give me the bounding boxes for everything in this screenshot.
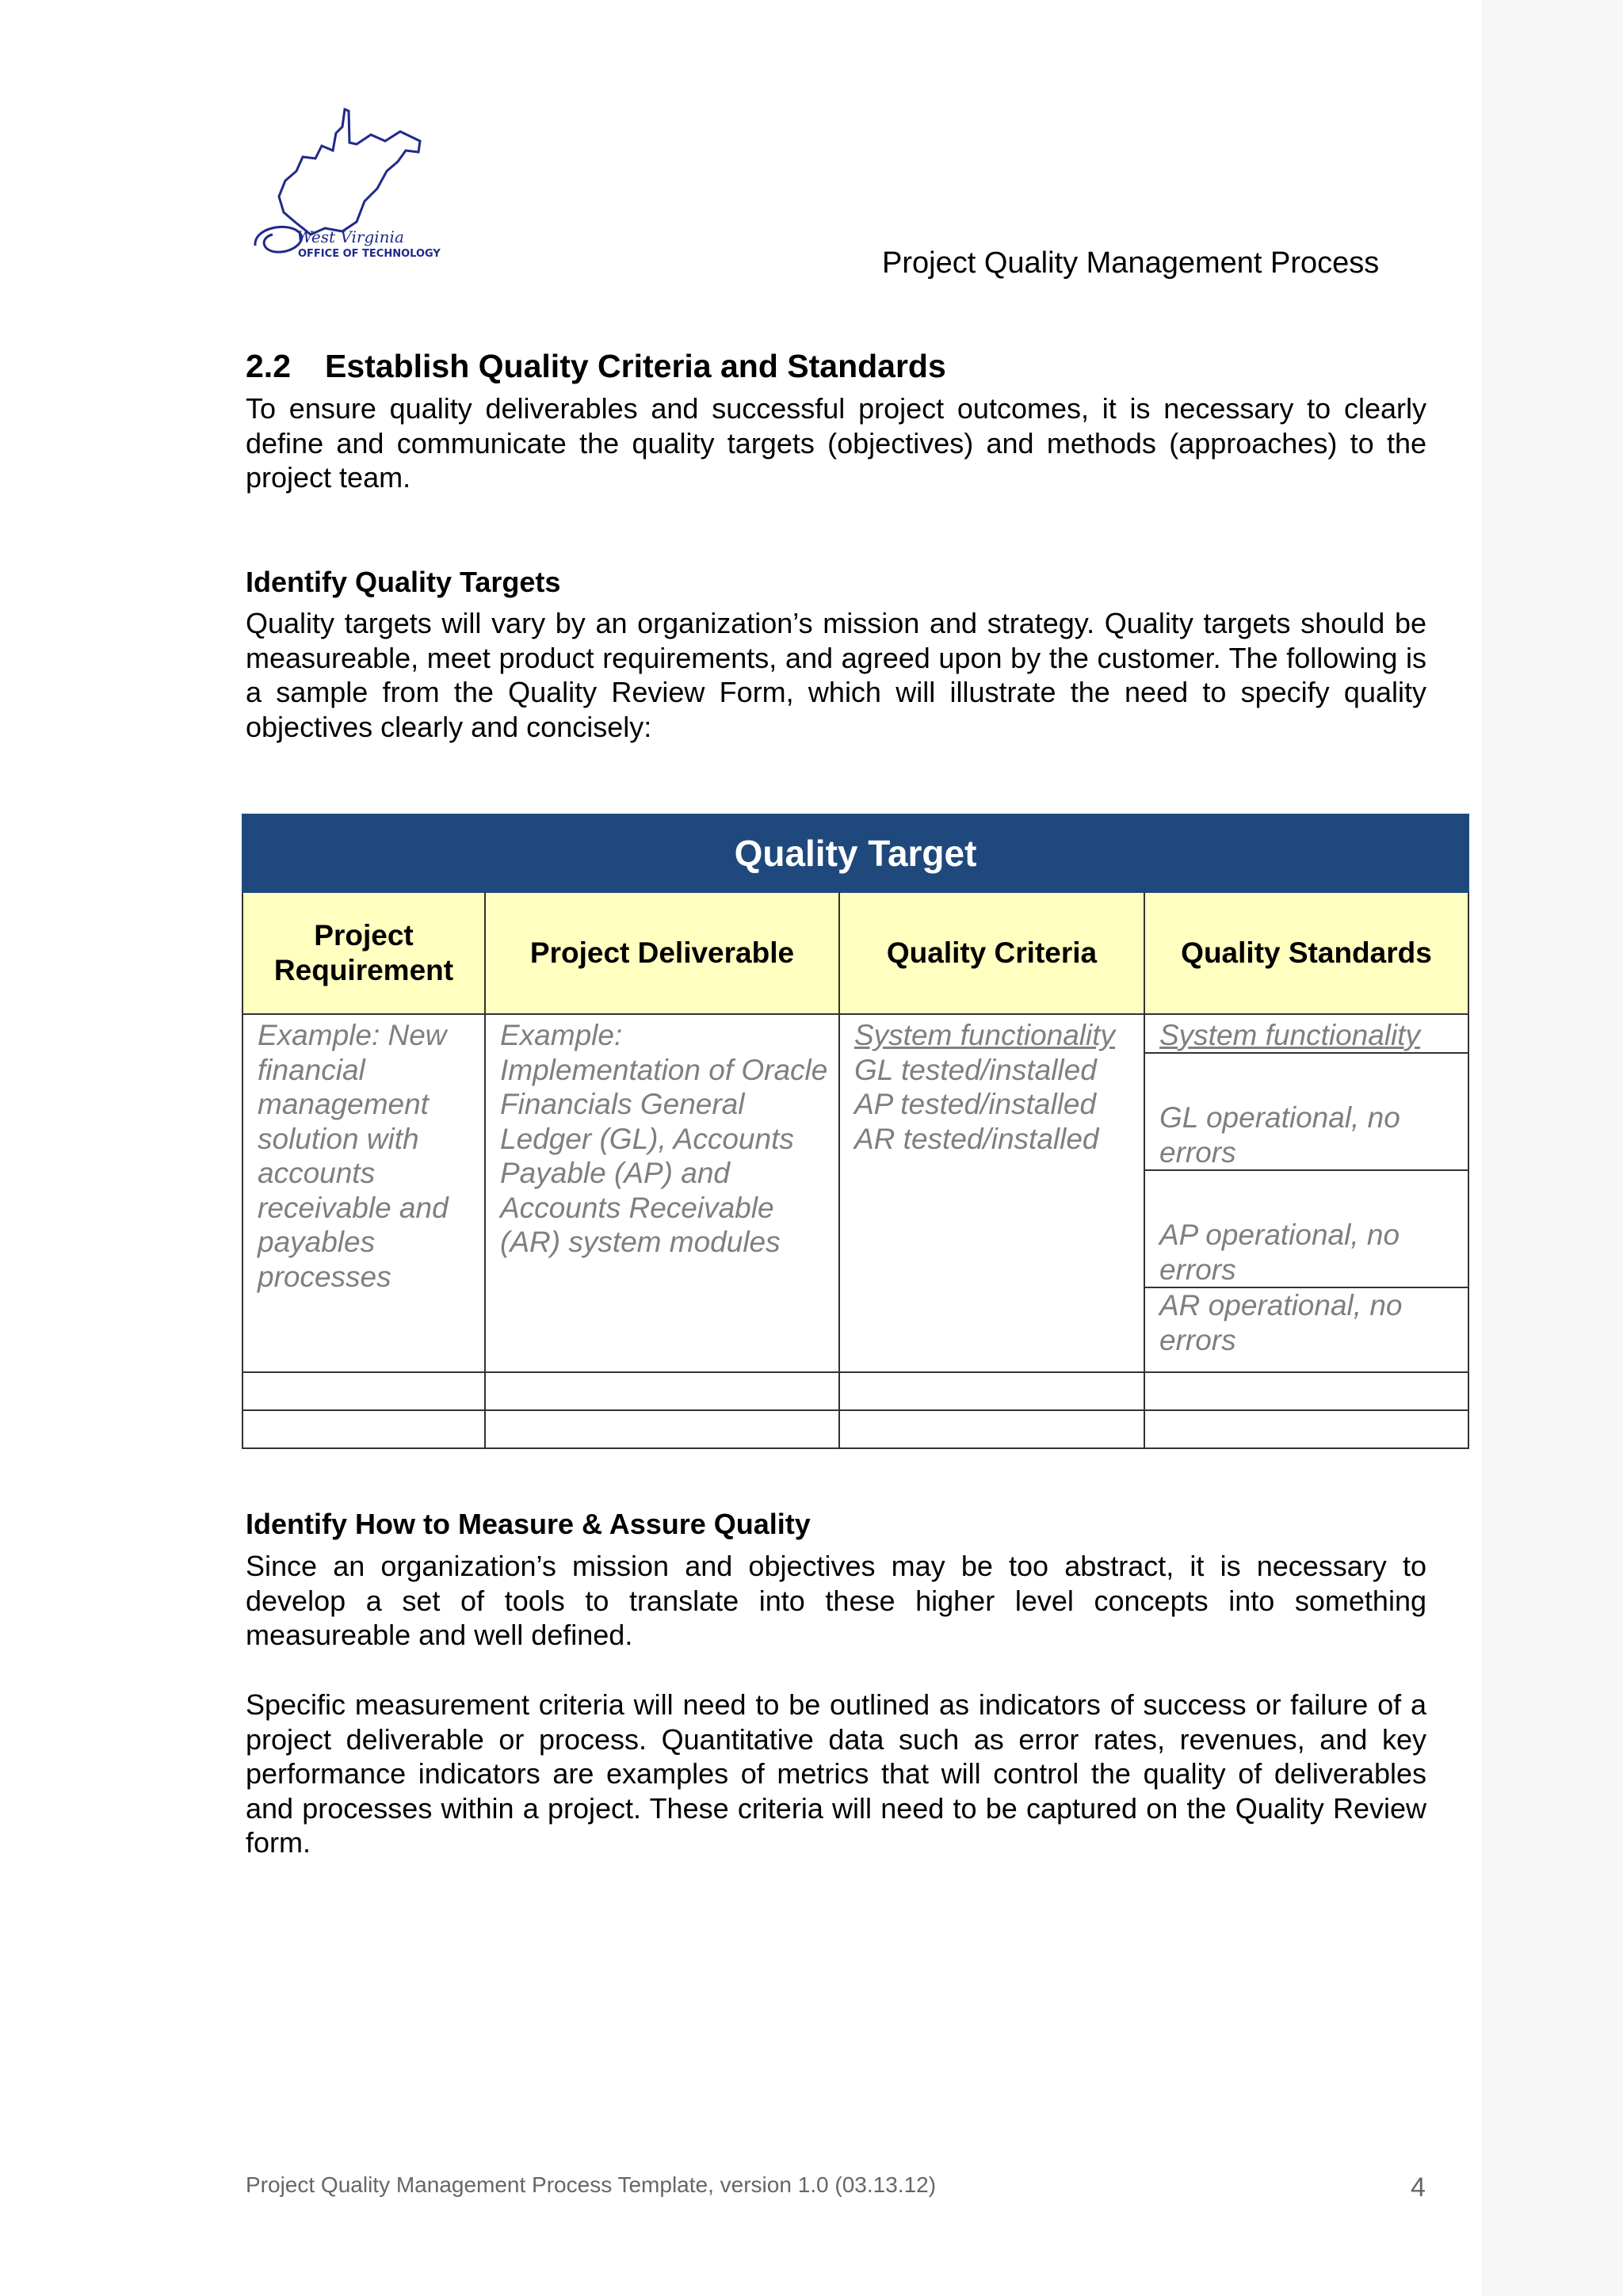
measure-heading: Identify How to Measure & Assure Quality xyxy=(246,1508,811,1540)
standard-item: AR operational, no errors xyxy=(1159,1289,1403,1356)
standard-item: System functionality xyxy=(1145,1015,1468,1054)
header-quality-standards: Quality Standards xyxy=(1144,892,1468,1014)
targets-heading: Identify Quality Targets xyxy=(246,566,561,598)
page-number: 4 xyxy=(1411,2172,1426,2203)
criteria-item: GL tested/installed xyxy=(854,1053,1097,1086)
header-project-requirement: Project Requirement xyxy=(242,892,485,1014)
requirement-cell xyxy=(242,1014,485,1372)
standard-item: AP operational, no errors xyxy=(1145,1171,1468,1288)
standards-list xyxy=(1145,1015,1468,1371)
header-project-deliverable: Project Deliverable xyxy=(485,892,839,1014)
deliverable-cell xyxy=(485,1014,839,1372)
table-row-empty xyxy=(242,1372,1468,1410)
table-row-empty xyxy=(242,1410,1468,1448)
criteria-item: System functionality xyxy=(854,1019,1116,1051)
section-heading xyxy=(246,346,946,386)
running-header: Project Quality Management Process xyxy=(882,246,1380,280)
header-quality-criteria: Quality Criteria xyxy=(839,892,1144,1014)
page-margin-background xyxy=(1482,0,1623,2296)
footer-text: Project Quality Management Process Template, version 1.0 (03.13.12) xyxy=(246,2172,937,2197)
svg-text:West Virginia: West Virginia xyxy=(296,227,404,246)
measure-paragraph-2: Specific measurement criteria will need to be outlined as indicators of success or failure of a project deliverable or process. Quantitative data such as error rates, revenues, and key performance indicators are examples of metrics that will control the quality of deliverables and processes within a project. These criteria will need to be captured on the Quality Review form. xyxy=(246,1688,1426,1859)
wv-state-map-icon xyxy=(238,95,452,277)
measure-paragraph-1: Since an organization’s mission and objectives may be too abstract, it is necessary to develop a set of tools to translate into these higher level concepts into something measureable and well defined. xyxy=(246,1550,1426,1651)
criteria-list xyxy=(840,1015,1144,1156)
criteria-cell xyxy=(839,1014,1144,1372)
section-intro: To ensure quality deliverables and successful project outcomes, it is necessary to clearly define and communicate the quality targets (objectives) and methods (approaches) to the project team. xyxy=(246,392,1426,494)
quality-target-table xyxy=(242,814,1469,1449)
section-title: Establish Quality Criteria and Standards xyxy=(325,348,946,384)
criteria-item: AR tested/installed xyxy=(854,1122,1099,1155)
svg-text:OFFICE OF TECHNOLOGY: OFFICE OF TECHNOLOGY xyxy=(298,248,441,260)
section-number: 2.2 xyxy=(246,348,291,384)
wv-office-of-technology-logo xyxy=(238,95,452,277)
deliverable-text: Example: Implementation of Oracle Financials General Ledger (GL), Accounts Payable (AP) and Accounts Receivable (AR) system modules xyxy=(500,1019,828,1258)
targets-paragraph: Quality targets will vary by an organization’s mission and strategy. Quality targets should be measureable, meet product requirements, and agreed upon by the customer. The following is a sample from the Quality Review Form, which will illustrate the need to specify quality objectives clearly and concisely: xyxy=(246,607,1426,743)
standards-cell xyxy=(1144,1014,1468,1372)
criteria-item: AP tested/installed xyxy=(854,1088,1097,1120)
table-title: Quality Target xyxy=(242,814,1468,892)
standard-item: GL operational, no errors xyxy=(1145,1054,1468,1171)
requirement-text: Example: New financial management solution with accounts receivable and payables processes xyxy=(258,1019,449,1293)
